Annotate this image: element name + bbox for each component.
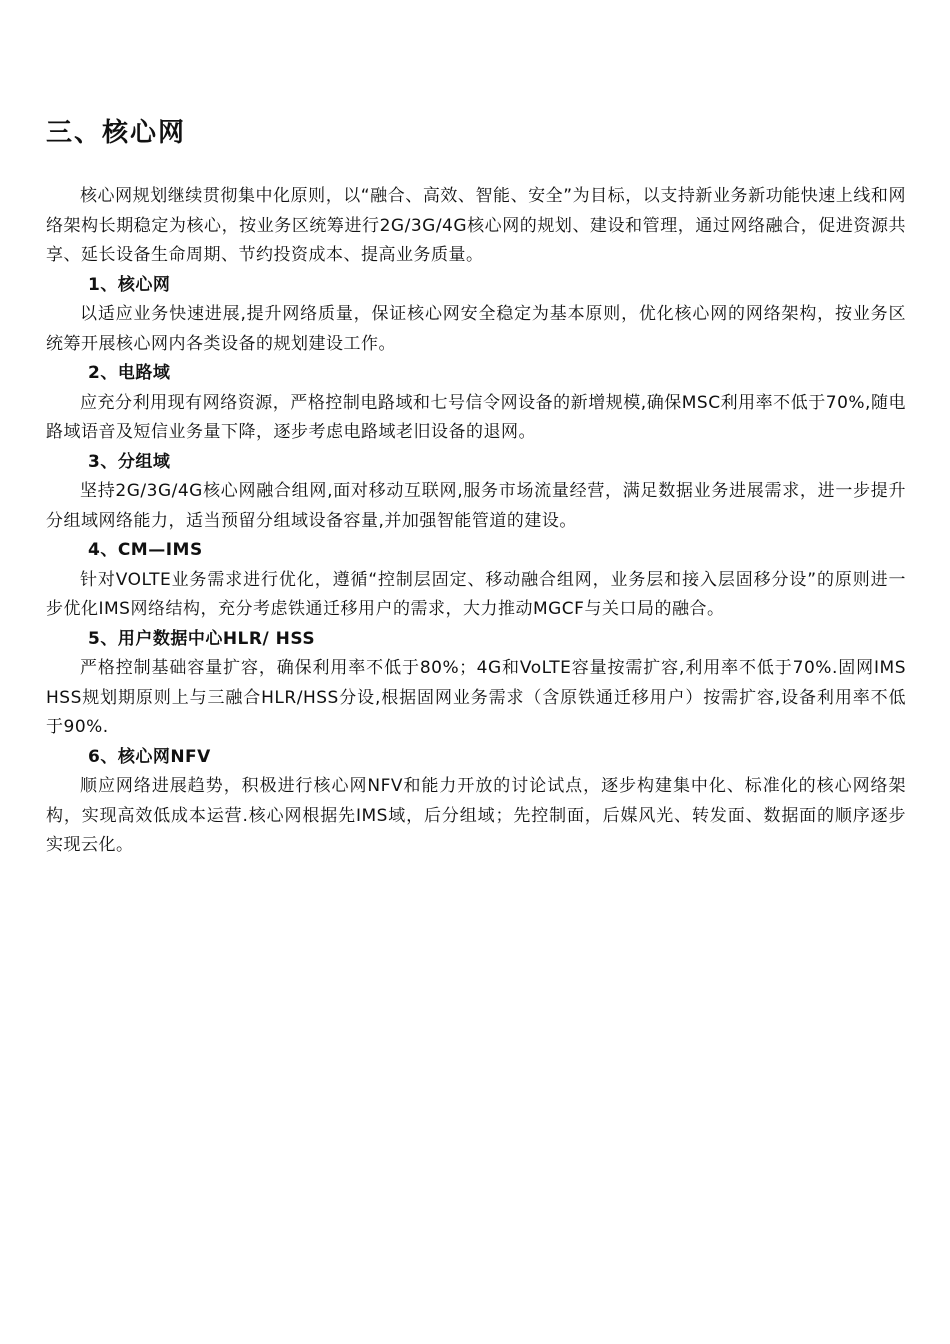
document-body (46, 182, 906, 861)
section-heading-circuit-domain: 2、电路域 (88, 363, 171, 383)
section-heading-cm-ims: 4、CM—IMS (88, 540, 203, 560)
section-heading-nfv: 6、核心网NFV (88, 746, 211, 767)
section-body-nfv: 顺应网络进展趋势，积极进行核心网NFV和能力开放的讨论试点，逐步构建集中化、标准化的核心网络架构，实现高效低成本运营.核心网根据先IMS域，后分组域；先控制面，后媒风光、转发面、数据面的顺序逐步实现云化。 (46, 776, 906, 855)
section-heading-core-network: 1、核心网 (88, 274, 171, 295)
section-body-cm-ims: 针对VOLTE业务需求进行优化，遵循“控制层固定、移动融合组网，业务层和接入层固移分设”的原则进一步优化IMS网络结构，充分考虑铁通迁移用户的需求，大力推动MGCF与关口局的融合。 (46, 569, 906, 619)
section-body-packet-domain: 坚持2G/3G/4G核心网融合组网,面对移动互联网,服务市场流量经营，满足数据业务进展需求，进一步提升分组域网络能力，适当预留分组域设备容量,并加强智能管道的建设。 (46, 481, 906, 531)
section-heading-hlr-hss: 5、用户数据中心HLR/ HSS (88, 628, 316, 649)
section-body-hlr-hss: 严格控制基础容量扩容，确保利用率不低于80%；4G和VoLTE容量按需扩容,利用率不低于70%.固网IMS HSS规划期原则上与三融合HLR/HSS分设,根据固网业务需求（含原铁通迁移用户）按需扩容,设备利用率不低于90%. (46, 658, 906, 737)
section-body-core-network: 以适应业务快速进展,提升网络质量，保证核心网安全稳定为基本原则，优化核心网的网络架构，按业务区统筹开展核心网内各类设备的规划建设工作。 (46, 304, 906, 354)
section-heading-packet-domain: 3、分组域 (88, 451, 171, 472)
section-body-circuit-domain: 应充分利用现有网络资源，严格控制电路域和七号信令网设备的新增规模,确保MSC利用率不低于70%,随电路域语音及短信业务量下降，逐步考虑电路域老旧设备的退网。 (46, 392, 906, 442)
page-title: 三、核心网 (46, 118, 187, 148)
intro-paragraph: 核心网规划继续贯彻集中化原则，以“融合、高效、智能、安全”为目标，以支持新业务新功能快速上线和网络架构长期稳定为核心，按业务区统筹进行2G/3G/4G核心网的规划、建设和管理，通过网络融合，促进资源共享、延长设备生命周期、节约投资成本、提高业务质量。 (46, 186, 906, 265)
